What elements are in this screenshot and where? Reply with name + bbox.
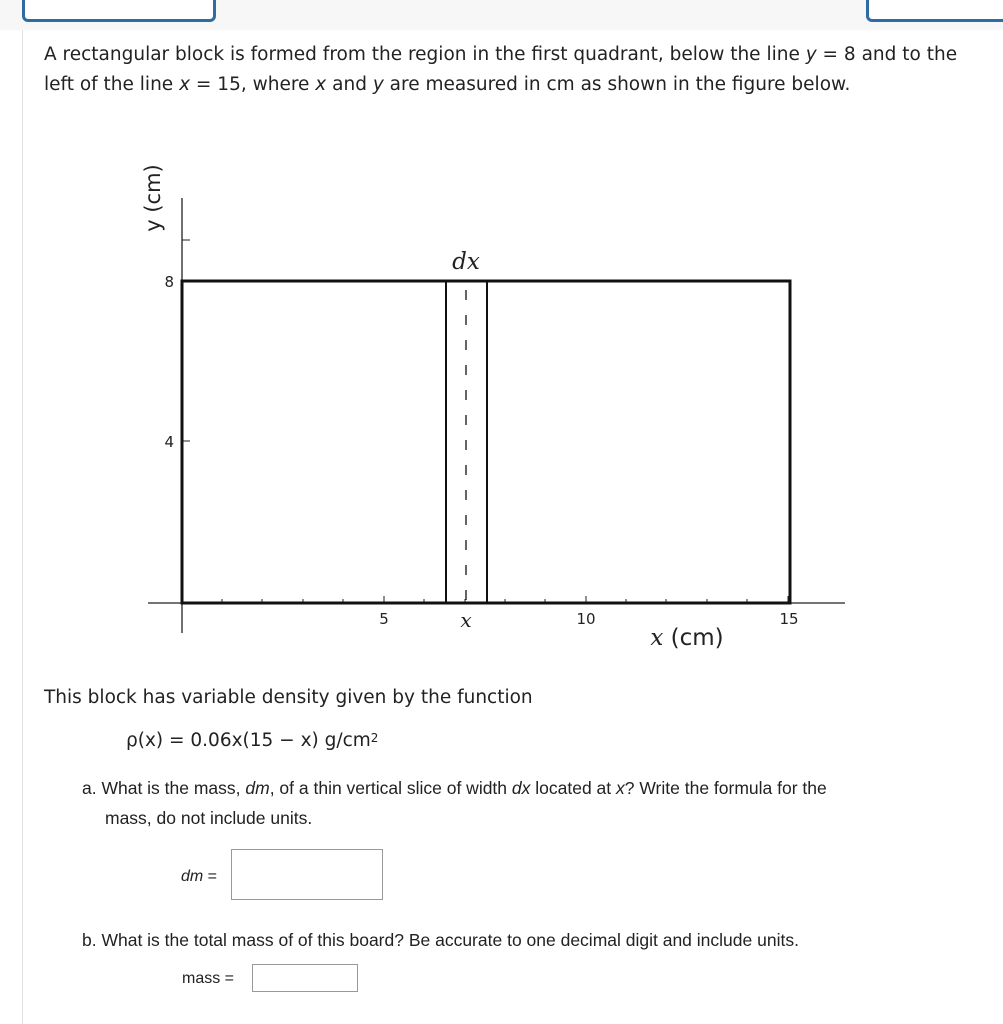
y-tick-label-8: 8 [164,273,174,291]
x-axis-label: x (cm) [650,625,724,651]
mass-input-label: mass = [182,970,235,987]
x-tick-label-5: 5 [379,610,389,628]
problem-intro: A rectangular block is formed from the region in the first quadrant, below the line y = 8 and to the left of the line x = 15, where x and y are measured in cm as shown in the figure below. [44,44,958,95]
question-b: b. What is the total mass of of this board? Be accurate to one decimal digit and include units. [82,930,799,950]
x-tick-label-15: 15 [779,610,799,628]
y-tick-label-4: 4 [164,433,174,451]
dm-input-label: dm = [181,868,218,885]
question-a: a. What is the mass, dm, of a thin vertical slice of width dx located at x? Write the formula for the mass, do not include units. [82,778,827,828]
dm-answer-input[interactable] [231,849,383,900]
y-axis-label: y (cm) [141,164,165,232]
x-tick-label-10: 10 [576,610,596,628]
mass-answer-input[interactable] [252,964,358,992]
density-formula: ρ(x) = 0.06x(15 − x) $g/cm^2$ [126,730,379,751]
slice-position-label: x [460,608,472,632]
slice-width-label: dx [452,249,480,275]
density-intro: This block has variable density given by the function [44,687,533,708]
